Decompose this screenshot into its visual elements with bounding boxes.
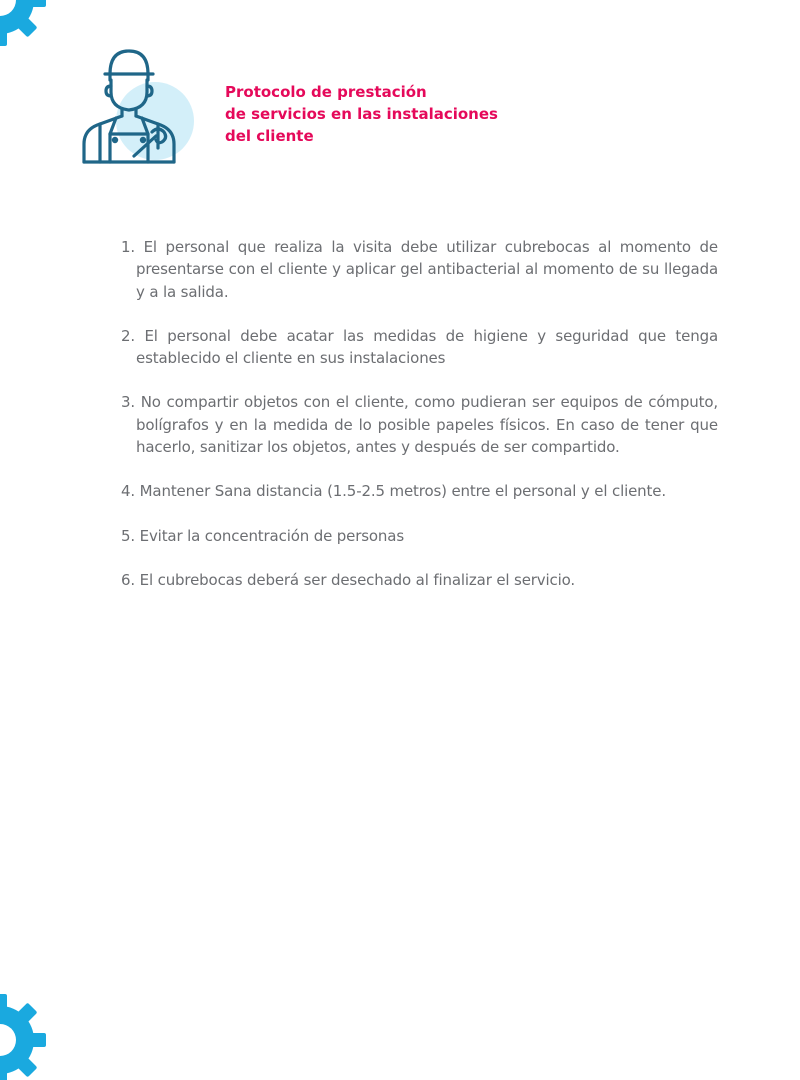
- list-item: 5. Evitar la concentración de personas: [121, 526, 404, 545]
- list-item: 1. El personal que realiza la visita debe utilizar cubrebocas al momento de presentarse con el cliente y aplicar gel antibacterial al momento de su llegada y a la salida.: [121, 238, 718, 301]
- title-line: Protocolo de prestación: [225, 83, 427, 101]
- protocol-list: [121, 236, 718, 613]
- list-item: 3. No compartir objetos con el cliente, como pudieran ser equipos de cómputo, bolígrafos y en la medida de lo posible papeles físicos. En caso de tener que hacerlo, sanitizar los objetos, antes y después de ser compartido.: [121, 393, 718, 457]
- gear-icon: [0, 0, 50, 70]
- title-line: de servicios en las instalaciones: [225, 105, 498, 123]
- gear-icon: [0, 990, 50, 1080]
- title-line: del cliente: [225, 127, 314, 145]
- list-item: 6. El cubrebocas deberá ser desechado al finalizar el servicio.: [121, 570, 576, 589]
- technician-icon: [78, 48, 198, 166]
- page-title: [225, 81, 545, 147]
- list-item: 4. Mantener Sana distancia (1.5-2.5 metros) entre el personal y el cliente.: [121, 482, 666, 501]
- list-item: 2. El personal debe acatar las medidas de higiene y seguridad que tenga establecido el cliente en sus instalaciones: [121, 326, 718, 368]
